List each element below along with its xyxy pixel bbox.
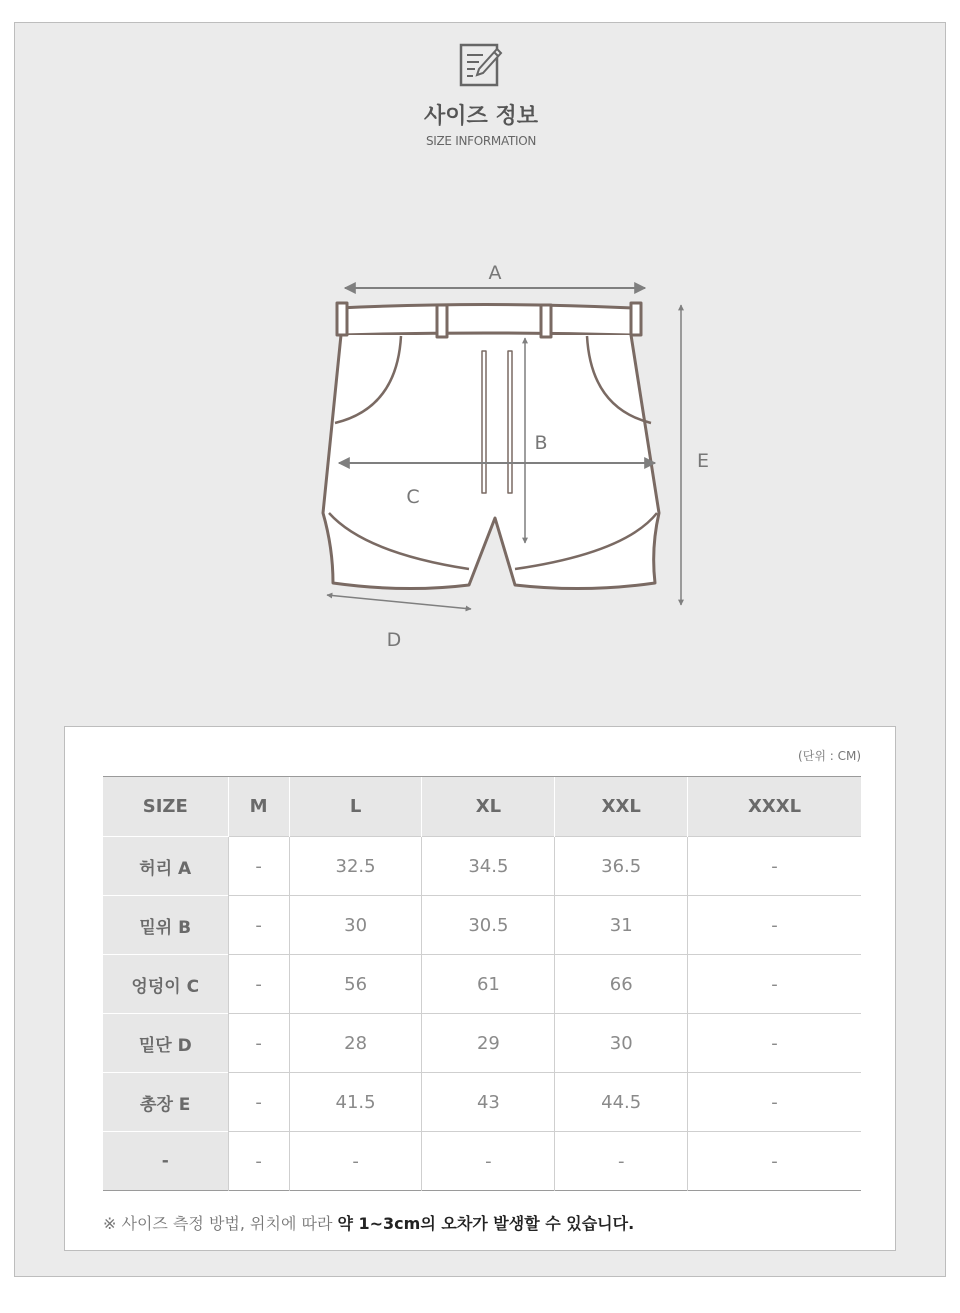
table-row [103,1073,861,1132]
table-cell: - [228,1014,289,1073]
row-label: 밑위 B [103,896,228,955]
table-cell: - [228,1132,289,1191]
table-cell: - [228,896,289,955]
row-label: 총장 E [103,1073,228,1132]
row-label: - [103,1132,228,1191]
table-cell: - [422,1132,555,1191]
table-cell: 56 [289,955,422,1014]
table-cell: - [688,896,861,955]
table-row [103,1132,861,1191]
size-header-xxxl: XXXL [688,777,861,837]
row-label: 엉덩이 C [103,955,228,1014]
table-cell: 41.5 [289,1073,422,1132]
label-e: E [696,450,710,472]
row-label: 허리 A [103,837,228,896]
table-cell: 29 [422,1014,555,1073]
table-row [103,1014,861,1073]
table-cell: - [289,1132,422,1191]
label-b: B [534,432,548,454]
table-row [103,896,861,955]
table-cell: 30 [289,896,422,955]
note-emphasis: 약 1~3cm의 오차가 발생할 수 있습니다. [337,1214,635,1233]
table-cell: - [688,955,861,1014]
shorts-diagram [305,253,710,651]
note-prefix: ※ 사이즈 측정 방법, 위치에 따라 [103,1214,338,1233]
page-subtitle: SIZE INFORMATION [425,134,537,148]
table-cell: 36.5 [555,837,688,896]
table-cell: 34.5 [422,837,555,896]
table-cell: 66 [555,955,688,1014]
pencil-note-icon [459,43,503,93]
table-cell: - [228,955,289,1014]
size-table [103,776,861,1191]
size-header-l: L [289,777,422,837]
table-cell: 32.5 [289,837,422,896]
table-cell: 44.5 [555,1073,688,1132]
table-row [103,955,861,1014]
table-cell: 28 [289,1014,422,1073]
table-cell: 30.5 [422,896,555,955]
shorts-outline [323,303,659,589]
table-cell: - [228,837,289,896]
table-cell: 31 [555,896,688,955]
table-cell: 43 [422,1073,555,1132]
table-cell: - [688,1014,861,1073]
size-header-xl: XL [422,777,555,837]
table-cell: 61 [422,955,555,1014]
size-column-header: SIZE [103,777,228,837]
size-table-box [64,726,896,1251]
table-cell: - [688,1073,861,1132]
size-header-m: M [228,777,289,837]
table-cell: - [555,1132,688,1191]
table-cell: - [228,1073,289,1132]
size-info-panel [14,22,946,1277]
label-d: D [386,629,402,651]
label-a: A [488,262,502,284]
row-label: 밑단 D [103,1014,228,1073]
label-c: C [406,486,420,508]
page-title: 사이즈 정보 [424,104,538,129]
table-cell: - [688,1132,861,1191]
table-cell: - [688,837,861,896]
table-row [103,837,861,896]
unit-label: (단위 : CM) [798,749,861,763]
measurement-note [103,1211,634,1234]
table-cell: 30 [555,1014,688,1073]
size-header-xxl: XXL [555,777,688,837]
